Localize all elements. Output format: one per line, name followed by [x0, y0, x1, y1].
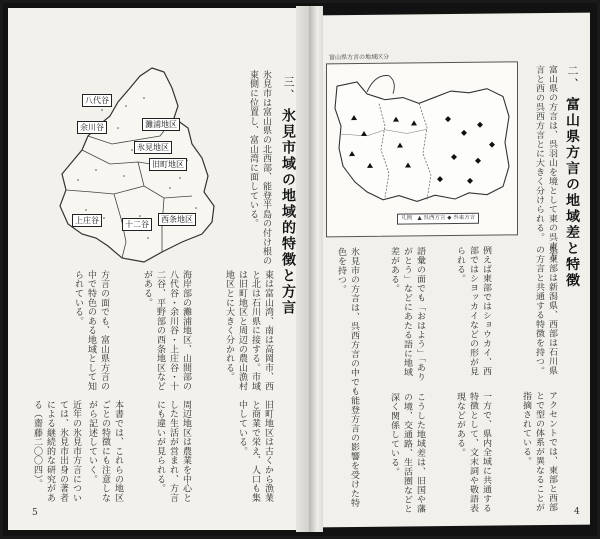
himi-district-map [52, 66, 222, 266]
legend-item: ◆ 呉東方言 [447, 214, 476, 222]
legend-item: 凡例 ▲ 呉西方言 [401, 215, 446, 222]
map-label-kyumachi: 旧町地区 [149, 158, 187, 171]
page-number-left: 5 [32, 508, 38, 518]
map-label-yokawadani: 余川谷 [77, 121, 107, 134]
body-text-column: 語彙の面でも「おはよう」「ありがとう」などにあたる語に地域差がある。 [389, 246, 425, 382]
body-text-column: アクセントでは、東部と西部とで型の体系が異なることが指摘されている。 [521, 390, 557, 513]
map-label-saijo: 西条地区 [158, 213, 196, 226]
body-text-column: こうした地域差は、旧国や藩の境、交通路、生活圏などと深く関係している。 [389, 392, 425, 514]
body-text-column: 例えば東部ではショウカイ、西部ではシヨッカイなどの形が見られる。 [455, 245, 491, 377]
body-text-column: 近年の氷見市方言については、氷見市出身の著者による継続的な研究がある（齋藤二〇〇四）。 [32, 400, 81, 503]
body-text-column: 一方で、県内全域に共通する特徴として、文末詞や敬語表現などがある。 [455, 391, 491, 513]
section-heading: 氷見市域の地域的特徴と方言 [280, 108, 296, 316]
body-text-column: 富山県の方言は、呉羽山を境として東の呉東方言と西の呉西方言とに大きく分けられる。 [534, 64, 557, 261]
body-text-column: 方言の面でも、富山県方言の中で特色のある地域として知られている。 [73, 270, 109, 391]
toyama-map-frame [326, 53, 518, 237]
right-page [318, 13, 590, 528]
section-heading: 富山県方言の地域差と特徴 [564, 96, 580, 289]
map-label-himi: 氷見地区 [134, 141, 172, 154]
body-text-column: 旧町地区は古くから漁業と商業で栄え、人口も集中している。 [237, 400, 273, 503]
map-caption: 富山県方言の地域区分 [329, 53, 390, 62]
map-label-nadaura: 灘浦地区 [142, 118, 180, 131]
body-text-column: 海岸部の灘浦地区、山間部の八代谷・余川谷・上庄谷・十二谷、平野部の西条地区などがある。 [142, 270, 191, 391]
body-text-column: 東は富山湾、南は高岡市、西と北は石川県に接する。市域は旧町地区と周辺の農山漁村地区とに大きく分かれる。 [224, 270, 273, 391]
section-number: 三、 [282, 76, 295, 102]
map-label-yashirodani: 八代谷 [82, 94, 112, 107]
toyama-dialect-map [327, 62, 517, 236]
section-number: 二、 [566, 64, 579, 91]
map-legend [397, 213, 479, 225]
left-page [8, 8, 313, 530]
body-text-column: 周辺地区は農業を中心とした生活が営まれ、方言にも違いが見られる。 [155, 400, 191, 503]
body-text-column: 氷見市は富山県の北西部、能登半島の付け根の東側に位置し、富山湾に面している。 [248, 70, 271, 266]
page-number-right: 4 [574, 506, 580, 517]
book-gutter [309, 6, 323, 532]
body-text-column: 氷見市の方言は、呉西方言の中でも能登方言の影響を受けた特色を持つ。 [336, 246, 359, 508]
map-label-juunidani: 十二谷 [122, 218, 152, 231]
body-text-column: 本書では、これらの地区ごとの特徴にも注意しながら記述していく。 [87, 400, 123, 503]
body-text-column: 県東部は新潟県、西部は石川県の方言と共通する特徴を持つ。 [534, 244, 557, 376]
map-label-kamijodani: 上庄谷 [72, 214, 102, 227]
